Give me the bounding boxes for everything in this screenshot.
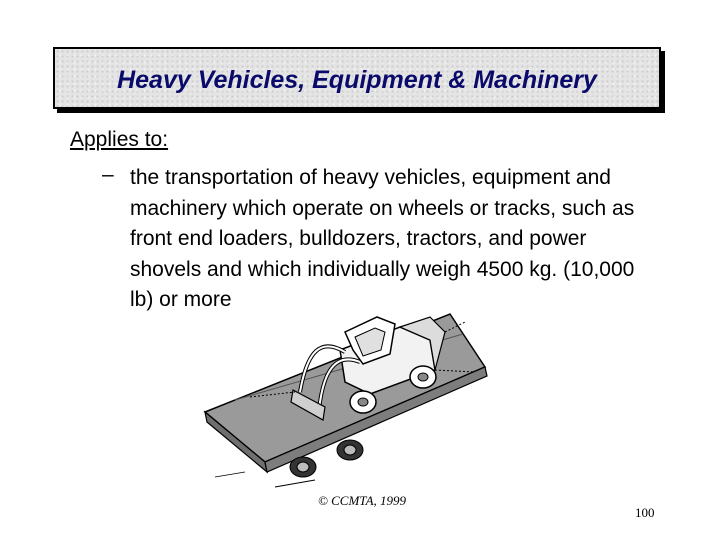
applies-heading: Applies to:	[70, 128, 169, 151]
bullet-marker: –	[102, 163, 114, 186]
page-number: 100	[635, 505, 655, 520]
copyright-notice: © CCMTA, 1999	[318, 493, 407, 508]
bullet-text: the transportation of heavy vehicles, equipment and machinery which operate on wheels or tracks, such as front end loaders, bulldozers, tractors, and power shovels and which individually weigh 4500 kg. (10,000 lb) or more	[130, 166, 635, 311]
title-box	[53, 47, 661, 109]
slide-title: Heavy Vehicles, Equipment & Machinery	[117, 66, 597, 94]
flatbed-trailer-with-loader-icon	[195, 292, 525, 502]
